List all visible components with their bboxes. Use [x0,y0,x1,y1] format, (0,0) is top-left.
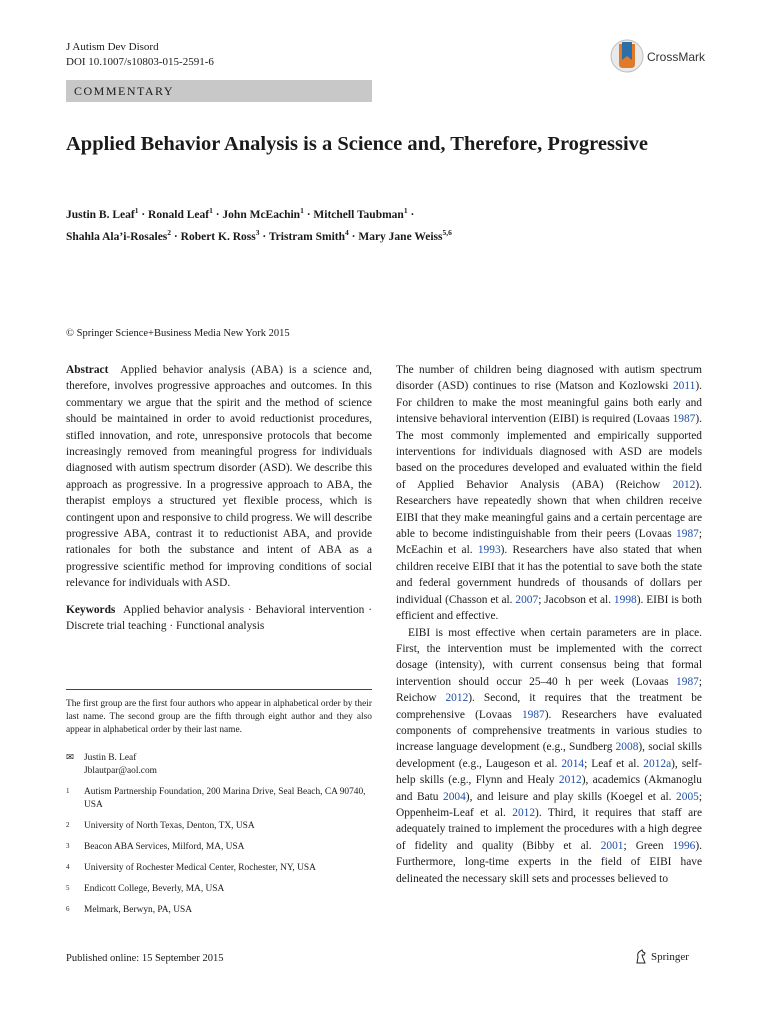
abstract-label: Abstract [66,364,109,376]
citation-link[interactable]: 1993 [477,544,501,557]
citation-link[interactable]: 1987 [676,675,699,688]
affiliation-list [66,786,372,925]
author-line-1: Justin B. Leaf$^1$ · Ronald Leaf$^1$ · John McEachin$^1$ · Mitchell Taubman$^1$ · [66,206,415,221]
citation-link[interactable]: 2012a [643,757,672,770]
author-order-footnote: The first group are the first four authors who appear in alphabetical order by their last name. The second group are the fifth through eight author and they also appear in alphabetical order by their last name. [66,699,372,735]
author-name: Shahla Ala’i-Rosales [66,230,168,243]
citation-link[interactable]: 2008 [615,741,639,754]
affiliation-marker: 2 [167,227,172,237]
abstract [66,362,372,592]
author-name: Mitchell Taubman [313,208,404,221]
affiliation-number: 6 [66,905,70,913]
body-paragraph-1: The number of children being diagnosed with autism spectrum disorder (ASD) continues to rise (Matson and Kozlowski 2011). For children to make the most meaningful gains both early and intensive behavioral intervention (EIBI) is required (Lovaas 1987). The most commonly implemented and empirically supported interventions for individuals diagnosed with ASD are models based on the procedures developed and evaluated within the field of Applied Behavior Analysis (ABA) (Reichow 2012). Researchers have repeatedly shown that when children receive EIBI that they make meaningful gains and a certain percentage are able to become indistinguishable from their peers (Lovaas 1987; McEachin et al. 1993). Researchers have also stated that when children receive EIBI that it has the potential to save both the state and federal government hundreds of thousands of dollars per individual (Chasson et al. 2007; Jacobson et al. 1998). EIBI is both efficient and effective. [396,364,702,623]
citation-link[interactable]: 2011 [672,380,696,393]
affiliation-number: 5 [66,884,70,892]
affiliation-text: University of Rochester Medical Center, Rochester, NY, USA [84,863,316,873]
affiliation-item [66,841,372,854]
author-line-2: Shahla Ala’i-Rosales$^2$ · Robert K. Ross$^3$ · Tristram Smith$^4$ · Mary Jane Weiss$^{5,6}$ [66,227,452,243]
affiliation-marker: 3 [255,227,260,237]
article-title: Applied Behavior Analysis is a Science and, Therefore, Progressive [66,133,648,155]
journal-header [66,40,214,70]
keywords-label: Keywords [66,603,116,616]
contact-name: Justin B. Leaf [84,753,137,763]
author-name: Mary Jane Weiss [358,230,443,243]
affiliation-number: 4 [66,863,70,871]
keywords [66,602,372,635]
journal-name: J Autism Dev Disord [66,41,159,53]
crossmark-label: CrossMark [647,50,706,64]
author-name: Tristram Smith [268,230,345,243]
affiliation-text: Beacon ABA Services, Milford, MA, USA [84,842,245,852]
crossmark-icon [610,38,644,76]
affiliation-marker: 1 [403,206,408,215]
affiliation-item [66,786,372,812]
citation-link[interactable]: 1987 [672,413,696,426]
citation-link[interactable]: 2012 [512,806,536,819]
footnote-divider [66,689,372,690]
affiliation-number: 2 [66,821,70,829]
abstract-text: Applied behavior analysis (ABA) is a science and, therefore, involves progressive approaches and outcomes. In this commentary we argue that the spirit and the method of science should be maintained in order to avoid reductionist procedures, stifled innovation, and rote, unresponsive protocols that become increasingly removed from meaningful progress for individuals diagnosed with autism spectrum disorder (ASD). We describe this approach as progressive. In a progressive approach to ABA, the therapist employs a structured yet flexible process, which is contingent upon and responsive to child progress. We will describe progressive ABA, contrast it to reductionist ABA, and provide rationales for both the substance and intent of ABA as a progressive scientific method for improving conditions of social relevance for individuals with ASD. [66,364,372,590]
affiliation-item [66,820,372,833]
citation-link[interactable]: 1987 [521,708,545,721]
affiliation-item [66,862,372,875]
copyright: © Springer Science+Business Media New York 2015 [66,328,290,339]
citation-link[interactable]: 1987 [676,528,699,541]
author-list [66,202,706,246]
author-name: Justin B. Leaf [66,208,135,221]
affiliation-number: 1 [66,787,70,795]
citation-link[interactable]: 2012 [558,774,582,787]
right-column [396,362,702,887]
publisher-logo [634,949,689,965]
affiliation-item [66,883,372,896]
affiliation-item [66,904,372,917]
affiliation-text: Endicott College, Beverly, MA, USA [84,884,225,894]
citation-link[interactable]: 2005 [676,790,699,803]
published-date: Published online: 15 September 2015 [66,953,224,964]
affiliation-marker: 4 [345,227,349,237]
affiliation-text: University of North Texas, Denton, TX, USA [84,821,255,831]
publisher-name: Springer [651,951,689,963]
author-name: Ronald Leaf [148,208,210,221]
corresponding-author [66,752,157,778]
affiliation-text: Autism Partnership Foundation, 200 Marina Drive, Seal Beach, CA 90740, USA [84,787,366,810]
author-name: Robert K. Ross [180,230,256,243]
citation-link[interactable]: 2012 [445,692,469,705]
citation-link[interactable]: 1998 [613,593,637,606]
citation-link[interactable]: 1996 [672,839,696,852]
contact-email[interactable]: Jblautpar@aol.com [84,766,157,776]
envelope-icon: ✉ [66,753,74,763]
citation-link[interactable]: 2001 [600,839,624,852]
citation-link[interactable]: 2012 [672,478,696,491]
affiliation-number: 3 [66,842,70,850]
citation-link[interactable]: 2007 [515,593,539,606]
crossmark-badge[interactable] [610,38,720,76]
section-label: COMMENTARY [66,80,372,102]
affiliation-marker: 1 [209,206,213,215]
affiliation-marker: 1 [134,206,139,215]
keywords-text: Applied behavior analysis · Behavioral intervention · Discrete trial teaching · Functional analysis [66,603,372,633]
left-column [66,362,372,635]
affiliation-marker: 5,6 [442,227,452,237]
springer-horse-icon [634,949,648,965]
body-paragraph-2: EIBI is most effective when certain parameters are in place. First, the intervention must be implemented with the correct dosage (intensity), with current consensus being that formal intervention should occur 25–40 h per week (Lovaas 1987; Reichow 2012). Second, it requires that the treatment be comprehensive (Lovaas 1987). Researchers have evaluated components of comprehensive treatments in various studies to increase language development (e.g., Sundberg 2008), social skills development (e.g., Laugeson et al. 2014; Leaf et al. 2012a), self-help skills (e.g., Flynn and Healy 2012), academics (Akmanoglu and Batu 2004), and leisure and play skills (Koegel et al. 2005; Oppenheim-Leaf et al. 2012). Third, it requires that staff are adequately trained to implement the procedures with a high degree of fidelity and quality (Bibby et al. 2001; Green 1996). Furthermore, long-time experts in the field of EIBI have delineated the necessary skill sets and processes believed to [396,626,702,885]
author-name: John McEachin [222,208,301,221]
citation-link[interactable]: 2004 [443,790,466,803]
citation-link[interactable]: 2014 [561,757,585,770]
affiliation-marker: 1 [300,206,304,215]
doi[interactable]: DOI 10.1007/s10803-015-2591-6 [66,56,214,68]
affiliation-text: Melmark, Berwyn, PA, USA [84,905,192,915]
